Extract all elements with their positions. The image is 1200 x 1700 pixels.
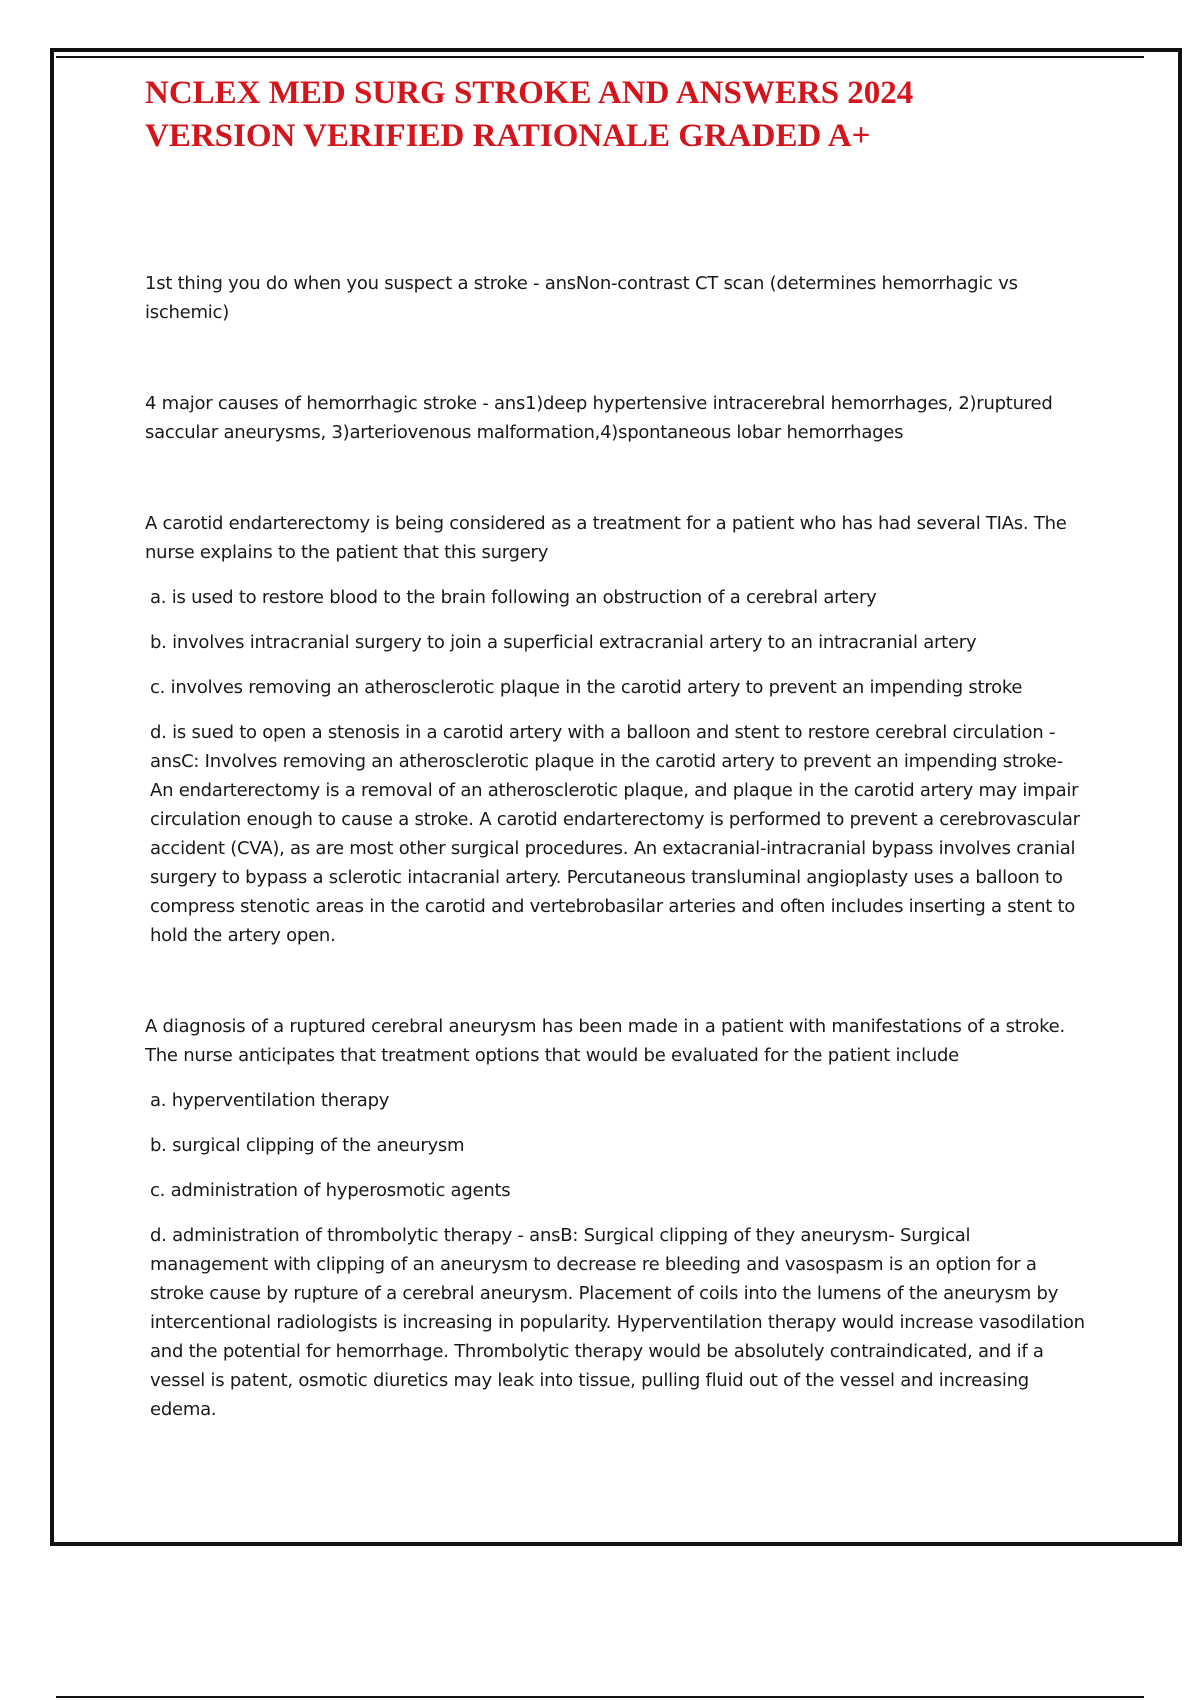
document-title — [145, 72, 1090, 158]
answer-option-with-rationale: d. is sued to open a stenosis in a carotid artery with a balloon and stent to restore cerebral circulation - ansC: Involves removing an atherosclerotic plaque in the carotid artery to prevent an impending stroke- An endarterectomy is a removal of an atherosclerotic plaque, and plaque in the carotid artery may impair circulation enough to cause a stroke. A carotid endarterectomy is performed to prevent a cerebrovascular accident (CVA), as are most other surgical procedures. An extacranial-intracranial bypass involves cranial surgery to bypass a sclerotic intacranial artery. Percutaneous transluminal angioplasty uses a balloon to compress stenotic areas in the carotid and vertebrobasilar arteries and often includes inserting a stent to hold the artery open. — [150, 722, 1080, 946]
answer-option-with-rationale: d. administration of thrombolytic therapy - ansB: Surgical clipping of they aneurysm- Surgical management with clipping of an aneurysm to decrease re bleeding and vasospasm is an option for a stroke cause by rupture of a cerebral aneurysm. Placement of coils into the lumens of the aneurysm by intercentional radiologists is increasing in popularity. Hyperventilation therapy would increase vasodilation and the potential for hemorrhage. Thrombolytic therapy would be absolutely contraindicated, and if a vessel is patent, osmotic diuretics may leak into tissue, pulling fluid out of the vessel and increasing edema. — [150, 1225, 1085, 1420]
answer-option: b. involves intracranial surgery to join a superficial extracranial artery to an intracranial artery — [150, 632, 977, 653]
document-body — [145, 72, 1090, 1424]
answer-option: c. involves removing an atherosclerotic plaque in the carotid artery to prevent an impending stroke — [150, 677, 1023, 698]
title-line-2: VERSION VERIFIED RATIONALE GRADED A+ — [145, 118, 871, 154]
bottom-rule — [56, 1696, 1144, 1698]
qa-item-2 — [145, 389, 1090, 447]
answer-option: b. surgical clipping of the aneurysm — [150, 1135, 465, 1156]
qa-item-4 — [145, 1012, 1090, 1424]
qa-item-3 — [145, 509, 1090, 950]
question-text: A carotid endarterectomy is being considered as a treatment for a patient who has had several TIAs. The nurse explains to the patient that this surgery — [145, 513, 1067, 563]
title-line-1: NCLEX MED SURG STROKE AND ANSWERS 2024 — [145, 75, 914, 111]
answer-option: a. is used to restore blood to the brain following an obstruction of a cerebral artery — [150, 587, 877, 608]
answer-option: a. hyperventilation therapy — [150, 1090, 390, 1111]
question-text: A diagnosis of a ruptured cerebral aneurysm has been made in a patient with manifestations of a stroke. The nurse anticipates that treatment options that would be evaluated for the patient include — [145, 1016, 1065, 1066]
top-rule — [56, 56, 1144, 58]
qa-item-1 — [145, 269, 1090, 327]
qa-text: 4 major causes of hemorrhagic stroke - ans1)deep hypertensive intracerebral hemorrhages, 2)ruptured saccular aneurysms, 3)arteriovenous malformation,4)spontaneous lobar hemorrhages — [145, 393, 1053, 443]
answer-option: c. administration of hyperosmotic agents — [150, 1180, 511, 1201]
qa-text: 1st thing you do when you suspect a stroke - ansNon-contrast CT scan (determines hemorrhagic vs ischemic) — [145, 273, 1018, 323]
